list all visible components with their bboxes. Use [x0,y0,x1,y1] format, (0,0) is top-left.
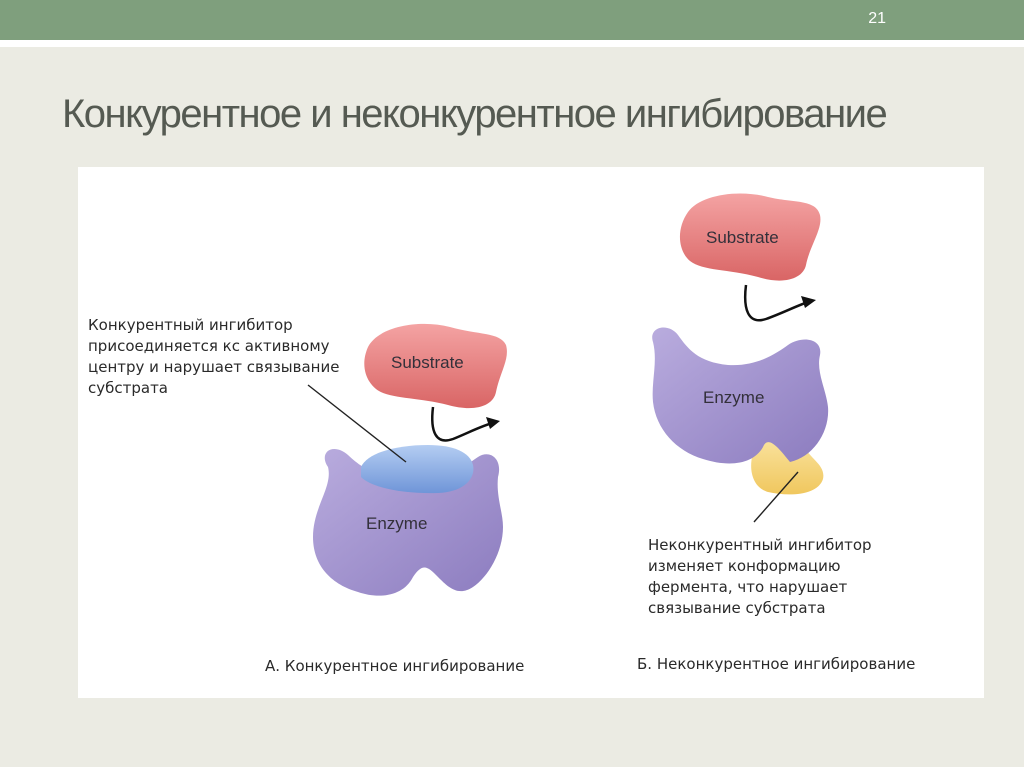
enzyme-b-label: Enzyme [703,388,765,407]
noncompetitive-caption: Неконкурентный ингибитор изменяет конформацию фермента, что нарушает связывание субстрата [648,536,872,617]
inhibition-figure [78,167,984,698]
arrow-b [745,285,811,320]
top-bar [0,0,1024,40]
slide-title: Конкурентное и неконкурентное ингибирование [62,92,887,136]
competitive-caption: Конкурентный ингибитор присоединяется кс активному центру и нарушает связывание субстрата [88,316,340,397]
panel-b-label: Б. Неконкурентное ингибирование [637,655,916,673]
enzyme-a-label: Enzyme [366,514,428,533]
competitive-inhibitor-shape [361,445,473,493]
arrow-b-head [801,296,816,308]
panel-a-label: А. Конкурентное ингибирование [265,657,525,675]
slide-number: 21 [868,10,886,27]
substrate-a-label: Substrate [391,353,464,372]
arrow-a-head [486,417,500,429]
arrow-a [432,407,496,440]
substrate-b-label: Substrate [706,228,779,247]
